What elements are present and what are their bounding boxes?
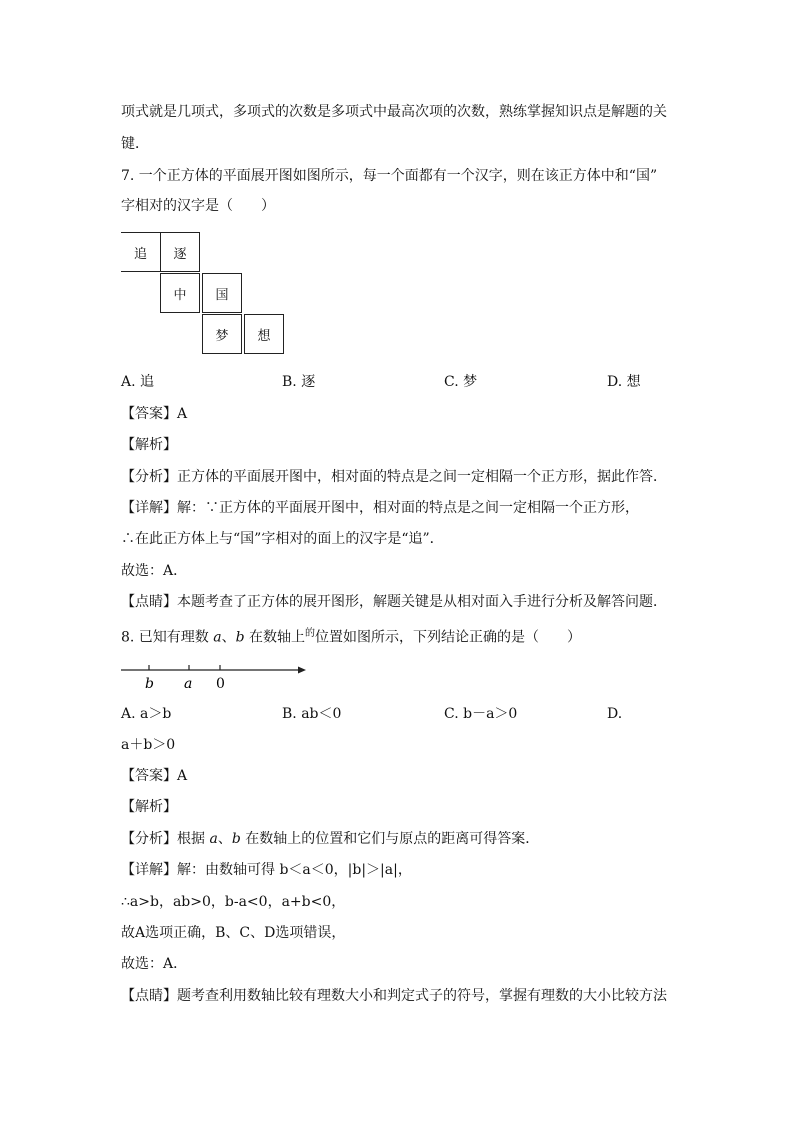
number-line-figure — [118, 658, 310, 692]
comment-line: 【点睛】题考查利用数轴比较有理数大小和判定式子的符号，掌握有理数的大小比较方法 — [121, 988, 667, 1004]
label-a: a — [184, 676, 193, 692]
option-a: A. 追 — [121, 374, 155, 390]
option-d: D. 想 — [607, 374, 641, 390]
choose-line: 故选：A． — [121, 956, 188, 972]
analysis-line: 【分析】根据 a、b 在数轴上的位置和它们与原点的距离可得答案． — [121, 831, 540, 847]
therefore-line: ∴在此正方体上与“国”字相对的面上的汉字是“追”． — [121, 531, 444, 547]
net-cell: 梦 — [202, 314, 242, 354]
option-d-content: a＋b＞0 — [121, 737, 176, 753]
label-zero: 0 — [216, 676, 225, 692]
option-b: B. 逐 — [282, 374, 316, 390]
therefore-line: ∴a>b，ab>0，b-a<0，a+b<0， — [121, 894, 346, 910]
option-c: C. 梦 — [444, 374, 478, 390]
question-7-stem: 7. 一个正方体的平面展开图如图所示，每一个面都有一个汉字，则在该正方体中和“国” — [121, 168, 658, 184]
net-cell: 想 — [244, 314, 284, 354]
analysis-heading: 【解析】 — [121, 437, 177, 453]
net-cell: 中 — [160, 273, 200, 313]
detail-line: 【详解】解：由数轴可得 b＜a＜0，|b|＞|a|， — [121, 862, 412, 878]
text-line: 键． — [121, 136, 149, 152]
question-8-stem: 8. 已知有理数 a、b 在数轴上$^的$位置如图所示，下列结论正确的是（ ） — [121, 628, 582, 646]
option-b: B. ab＜0 — [282, 706, 342, 722]
option-d: D. — [607, 706, 623, 722]
number-line-arrow — [298, 667, 306, 674]
net-cell: 逐 — [160, 232, 200, 272]
net-cell: 国 — [202, 273, 242, 313]
net-cell: 追 — [121, 232, 161, 272]
detail-line: 【详解】解：∵正方体的平面展开图中，相对面的特点是之间一定相隔一个正方形， — [121, 500, 639, 516]
comment-line: 【点睛】本题考查了正方体的展开图形，解题关键是从相对面入手进行分析及解答问题． — [121, 594, 667, 610]
question-7-stem-cont: 字相对的汉字是（ ） — [121, 198, 275, 214]
answer-line: 【答案】A — [121, 406, 188, 422]
analysis-heading: 【解析】 — [121, 799, 177, 815]
text-line: 项式就是几项式，多项式的次数是多项式中最高次项的次数，熟练掌握知识点是解题的关 — [121, 104, 667, 120]
analysis-line: 【分析】正方体的平面展开图中，相对面的特点是之间一定相隔一个正方形，据此作答． — [121, 469, 667, 485]
choose-line: 故选：A． — [121, 563, 188, 579]
answer-line: 【答案】A — [121, 768, 188, 784]
option-a: A. a＞b — [121, 706, 172, 722]
option-c: C. b－a＞0 — [444, 706, 518, 722]
label-b: b — [145, 676, 154, 692]
conclusion-line: 故A选项正确，B、C、D选项错误， — [121, 925, 346, 941]
